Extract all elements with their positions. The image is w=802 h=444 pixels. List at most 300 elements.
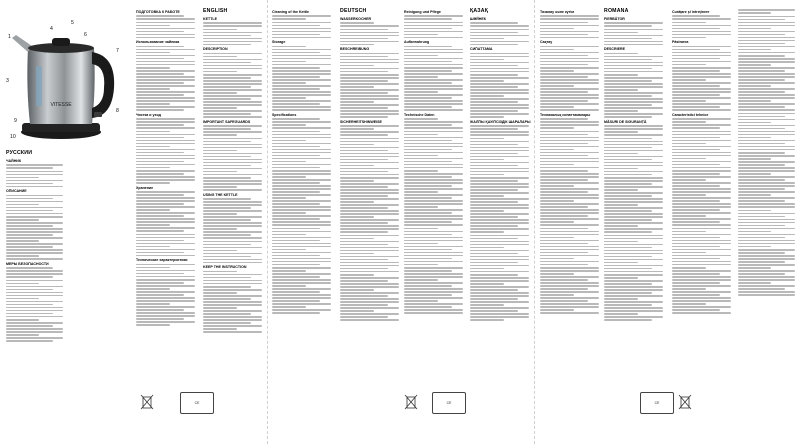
text-line — [604, 219, 652, 221]
text-line — [340, 174, 399, 176]
callout-number: 9 — [14, 118, 17, 124]
text-line — [738, 143, 785, 145]
text-line — [136, 164, 195, 166]
text-line — [404, 121, 463, 123]
section-heading: Aufbewahrung — [404, 40, 430, 45]
text-line — [738, 219, 795, 221]
text-column — [672, 8, 734, 436]
text-line — [404, 161, 452, 163]
text-line — [6, 289, 53, 291]
text-line — [203, 280, 262, 282]
text-line — [203, 95, 262, 97]
text-line — [136, 315, 195, 317]
text-line — [272, 121, 331, 123]
text-line — [738, 31, 795, 33]
text-line — [604, 238, 663, 240]
text-line — [6, 222, 63, 224]
text-line — [604, 310, 663, 312]
text-line — [203, 247, 262, 249]
text-line — [404, 155, 438, 157]
text-line — [672, 97, 731, 99]
text-line — [203, 292, 237, 294]
text-line — [203, 256, 251, 258]
text-line — [672, 131, 731, 133]
text-line — [6, 340, 53, 342]
text-line — [203, 83, 262, 85]
text-line — [604, 250, 663, 252]
text-line — [672, 173, 720, 175]
text-line — [404, 131, 463, 133]
text-line — [540, 76, 588, 78]
text-line — [672, 237, 720, 239]
text-line — [340, 316, 388, 318]
text-line — [340, 192, 399, 194]
text-line — [470, 128, 518, 130]
text-line — [672, 15, 720, 17]
text-line — [404, 88, 463, 90]
text-line — [738, 79, 785, 81]
text-line — [404, 34, 438, 36]
text-line — [470, 247, 504, 249]
text-line — [604, 131, 638, 133]
text-line — [738, 164, 785, 166]
text-line — [470, 62, 529, 64]
text-line — [672, 246, 720, 248]
text-line — [203, 53, 262, 55]
text-line — [470, 174, 504, 176]
text-line — [404, 258, 452, 260]
text-line — [672, 152, 731, 154]
fold-line — [267, 0, 268, 444]
text-line — [340, 32, 399, 34]
text-line — [203, 262, 262, 264]
text-line — [672, 243, 731, 245]
text-line — [6, 322, 63, 324]
text-line — [604, 62, 663, 64]
text-line — [136, 240, 184, 242]
text-line — [136, 152, 184, 154]
section-heading: SICHERHEITSHINWEISE — [340, 119, 382, 124]
text-line — [470, 35, 529, 37]
text-line — [672, 67, 731, 69]
text-line — [6, 210, 53, 212]
text-line — [738, 267, 771, 269]
text-line — [340, 159, 388, 161]
section-heading: ОПИСАНИЕ — [6, 189, 27, 194]
text-line — [540, 215, 588, 217]
text-line — [340, 274, 374, 276]
text-line — [203, 116, 262, 118]
text-line — [136, 91, 195, 93]
text-line — [203, 71, 237, 73]
text-line — [272, 188, 331, 190]
callout-number: 2 — [108, 70, 111, 76]
text-line — [136, 297, 195, 299]
text-line — [404, 52, 463, 54]
text-line — [404, 270, 452, 272]
text-line — [272, 22, 331, 24]
text-line — [672, 161, 731, 163]
text-line — [470, 235, 529, 237]
text-line — [738, 273, 785, 275]
text-line — [404, 291, 463, 293]
text-line — [470, 289, 518, 291]
text-column — [604, 8, 666, 436]
text-line — [404, 100, 463, 102]
text-line — [203, 186, 237, 188]
text-line — [540, 161, 599, 163]
text-line — [340, 238, 374, 240]
text-line — [404, 55, 438, 57]
text-line — [470, 116, 504, 118]
text-line — [203, 25, 262, 27]
text-line — [738, 37, 795, 39]
text-line — [203, 59, 262, 61]
text-line — [6, 273, 63, 275]
text-line — [340, 128, 374, 130]
text-column — [404, 8, 466, 436]
text-line — [203, 198, 251, 200]
text-line — [738, 167, 795, 169]
text-line — [540, 100, 588, 102]
text-line — [136, 230, 184, 232]
section-heading: Reinigung und Pflege — [404, 10, 441, 14]
text-line — [272, 243, 331, 245]
text-line — [203, 92, 237, 94]
text-line — [672, 179, 706, 181]
text-line — [738, 67, 795, 69]
text-line — [540, 170, 588, 172]
text-line — [540, 49, 574, 51]
text-line — [6, 213, 63, 215]
text-line — [136, 94, 184, 96]
text-line — [738, 170, 795, 172]
text-line — [672, 194, 706, 196]
text-line — [203, 228, 237, 230]
text-line — [272, 103, 320, 105]
text-line — [540, 152, 599, 154]
text-line — [540, 67, 599, 69]
text-line — [540, 25, 599, 27]
section-heading: Specifications — [272, 112, 297, 117]
text-line — [136, 227, 195, 229]
text-line — [540, 97, 599, 99]
text-line — [272, 273, 331, 275]
text-line — [540, 94, 599, 96]
text-line — [404, 228, 438, 230]
text-line — [672, 218, 731, 220]
section-heading: IMPORTANT SAFEGUARDS — [203, 119, 251, 124]
text-line — [540, 279, 588, 281]
text-line — [340, 301, 399, 303]
text-line — [340, 186, 388, 188]
text-line — [340, 153, 399, 155]
section-heading: Cleaning of the Kettle — [272, 10, 309, 14]
text-line — [470, 147, 529, 149]
text-line — [738, 194, 771, 196]
section-heading: Использование чайника — [136, 40, 180, 45]
text-line — [136, 221, 195, 223]
text-line — [672, 28, 720, 30]
text-line — [340, 62, 399, 64]
text-line — [272, 249, 306, 251]
text-line — [6, 337, 63, 339]
section-heading: FIERBĂTOR — [604, 17, 625, 21]
text-line — [540, 31, 599, 33]
text-line — [272, 15, 331, 17]
text-column — [136, 8, 198, 436]
text-line — [272, 300, 320, 302]
text-line — [6, 246, 53, 248]
text-line — [470, 65, 518, 67]
text-line — [470, 110, 518, 112]
text-line — [340, 265, 399, 267]
text-line — [203, 177, 251, 179]
text-line — [404, 127, 463, 129]
text-line — [272, 61, 306, 63]
text-line — [672, 82, 731, 84]
text-line — [340, 131, 399, 133]
text-line — [272, 206, 331, 208]
text-line — [672, 58, 720, 60]
text-line — [6, 198, 53, 200]
text-line — [404, 73, 463, 75]
text-line — [136, 76, 195, 78]
text-line — [340, 156, 399, 158]
section-heading: USING THE KETTLE — [203, 192, 238, 197]
text-line — [136, 179, 195, 181]
section-heading: СИПАТТАМА — [470, 47, 493, 52]
text-line — [136, 318, 184, 320]
text-line — [540, 73, 599, 75]
text-line — [672, 209, 720, 211]
text-line — [6, 267, 53, 269]
text-line — [540, 197, 599, 199]
text-line — [540, 224, 599, 226]
text-line — [340, 59, 399, 61]
text-line — [136, 306, 195, 308]
text-line — [340, 201, 374, 203]
text-line — [470, 231, 504, 233]
text-line — [272, 312, 320, 314]
text-line — [272, 276, 320, 278]
text-line — [540, 228, 588, 230]
text-line — [404, 285, 452, 287]
text-line — [470, 241, 529, 243]
text-line — [470, 38, 504, 40]
text-line — [540, 64, 588, 66]
text-line — [470, 204, 529, 206]
text-line — [340, 110, 399, 112]
text-line — [738, 85, 771, 87]
text-line — [540, 55, 588, 57]
text-line — [540, 134, 588, 136]
text-line — [136, 109, 184, 111]
text-line — [672, 273, 720, 275]
section-heading: DESCRIERE — [604, 47, 625, 52]
text-line — [604, 304, 652, 306]
text-line — [6, 286, 63, 288]
text-line — [404, 231, 463, 233]
text-line — [470, 301, 529, 303]
text-line — [272, 200, 331, 202]
text-line — [672, 291, 731, 293]
text-line — [738, 246, 771, 248]
text-line — [272, 255, 320, 257]
text-line — [604, 101, 663, 103]
text-line — [203, 325, 262, 327]
section-heading: DESCRIPTION — [203, 47, 228, 52]
text-line — [136, 252, 184, 254]
text-line — [470, 89, 529, 91]
text-line — [6, 292, 63, 294]
text-line — [672, 270, 731, 272]
text-line — [203, 107, 237, 109]
text-line — [738, 176, 795, 178]
text-line — [136, 67, 170, 69]
text-line — [540, 294, 574, 296]
text-line — [470, 225, 518, 227]
text-line — [604, 298, 638, 300]
text-line — [604, 213, 663, 215]
text-line — [738, 94, 795, 96]
section-heading: BESCHREIBUNG — [340, 47, 370, 52]
text-line — [540, 85, 574, 87]
text-line — [672, 276, 731, 278]
text-line — [604, 316, 663, 318]
text-line — [738, 203, 795, 205]
text-line — [272, 82, 306, 84]
text-line — [404, 267, 463, 269]
text-line — [136, 143, 195, 145]
text-line — [203, 219, 251, 221]
text-line — [136, 276, 195, 278]
text-line — [604, 83, 663, 85]
text-line — [203, 110, 262, 112]
text-line — [604, 271, 663, 273]
text-line — [272, 267, 331, 269]
text-line — [203, 244, 251, 246]
text-line — [470, 244, 529, 246]
text-line — [203, 189, 262, 191]
text-line — [203, 289, 262, 291]
text-line — [540, 258, 574, 260]
text-line — [203, 328, 237, 330]
text-line — [272, 164, 331, 166]
text-line — [404, 124, 452, 126]
text-line — [738, 225, 785, 227]
text-line — [6, 295, 63, 297]
text-line — [404, 140, 452, 142]
text-line — [404, 261, 463, 263]
text-line — [604, 38, 652, 40]
text-line — [6, 283, 39, 285]
text-line — [672, 76, 731, 78]
ce-mark: CE — [432, 392, 466, 414]
text-line — [672, 255, 731, 257]
text-line — [272, 67, 320, 69]
text-line — [272, 203, 320, 205]
text-line — [404, 279, 438, 281]
text-line — [604, 210, 652, 212]
text-line — [540, 121, 599, 123]
text-line — [738, 288, 785, 290]
text-line — [203, 213, 237, 215]
text-line — [540, 276, 599, 278]
text-line — [340, 38, 388, 40]
text-line — [340, 195, 388, 197]
text-line — [604, 104, 652, 106]
text-line — [470, 180, 518, 182]
text-line — [136, 49, 195, 51]
text-line — [604, 125, 663, 127]
text-line — [470, 295, 529, 297]
text-line — [672, 103, 731, 105]
text-line — [340, 83, 399, 85]
text-line — [540, 137, 599, 139]
text-line — [272, 161, 306, 163]
text-line — [272, 64, 331, 66]
text-line — [272, 173, 331, 175]
text-line — [672, 306, 731, 308]
text-line — [404, 237, 463, 239]
text-line — [470, 59, 504, 61]
text-line — [672, 73, 731, 75]
text-line — [6, 276, 53, 278]
text-line — [604, 95, 652, 97]
text-line — [404, 61, 452, 63]
text-line — [738, 182, 795, 184]
text-line — [672, 109, 731, 111]
text-line — [272, 176, 306, 178]
text-line — [470, 280, 529, 282]
text-line — [272, 52, 320, 54]
text-column — [340, 8, 402, 436]
text-line — [604, 195, 652, 197]
text-line — [6, 325, 53, 327]
text-line — [6, 174, 63, 176]
text-line — [340, 44, 374, 46]
text-line — [540, 34, 588, 36]
text-line — [672, 91, 731, 93]
text-line — [604, 150, 663, 152]
text-line — [203, 286, 251, 288]
text-line — [136, 288, 170, 290]
text-line — [540, 173, 599, 175]
text-line — [272, 127, 331, 129]
text-line — [404, 300, 438, 302]
text-line — [470, 86, 518, 88]
text-line — [272, 31, 331, 33]
text-line — [738, 88, 795, 90]
text-line — [404, 97, 452, 99]
text-line — [203, 101, 262, 103]
text-line — [470, 141, 529, 143]
text-line — [404, 137, 463, 139]
text-line — [540, 15, 599, 17]
text-line — [470, 207, 529, 209]
text-line — [604, 65, 663, 67]
text-line — [6, 243, 63, 245]
text-line — [738, 22, 795, 24]
text-line — [203, 62, 251, 64]
text-line — [540, 28, 574, 30]
text-line — [604, 180, 663, 182]
text-line — [6, 280, 63, 282]
text-line — [340, 89, 399, 91]
text-line — [203, 150, 237, 152]
text-line — [203, 32, 262, 34]
